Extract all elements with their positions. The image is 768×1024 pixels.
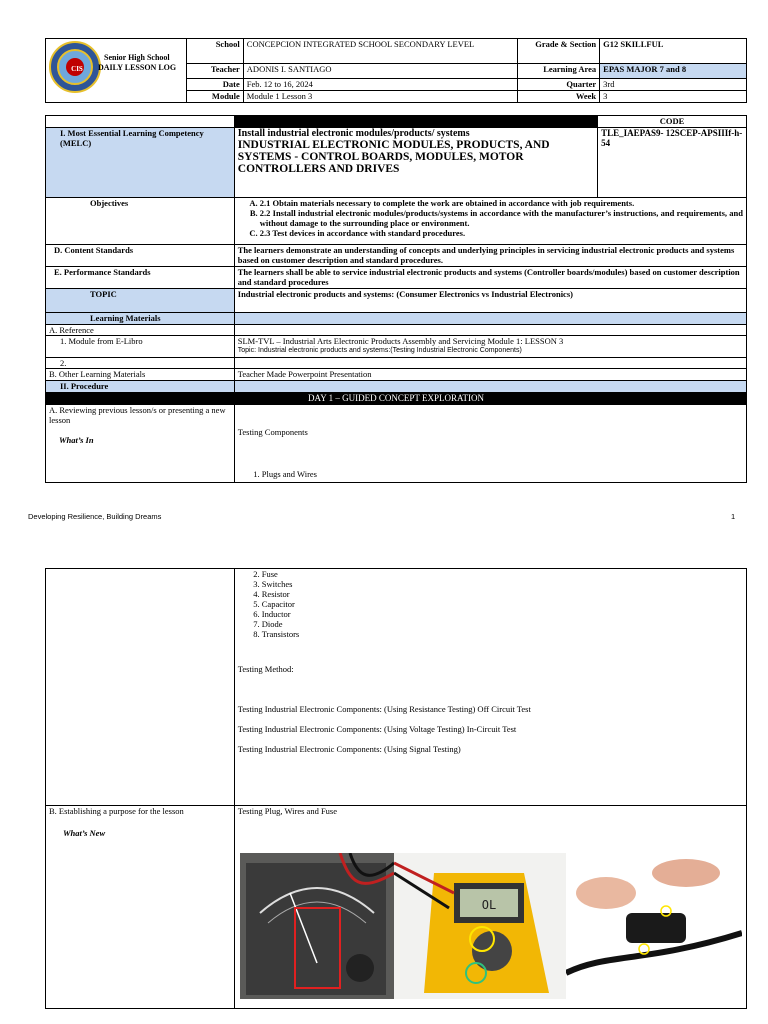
reference-label: A. Reference <box>46 325 235 336</box>
components-list-p2 <box>238 569 743 639</box>
digital-multimeter-photo <box>394 853 566 999</box>
components-list-p1 <box>238 469 743 479</box>
testing-components-heading: Testing Components <box>237 427 308 437</box>
school-value: CONCEPCION INTEGRATED SCHOOL SECONDARY LEVEL <box>243 39 517 64</box>
testing-method-1: Testing Industrial Electronic Components: (Using Resistance Testing) Off Circuit Test <box>237 704 531 714</box>
ref1-cell <box>234 336 746 358</box>
svg-text:OL: OL <box>481 898 497 912</box>
whats-new-label: What’s New <box>63 828 106 838</box>
review-cell <box>46 405 235 483</box>
procedure-label: II. Procedure <box>46 381 235 393</box>
content-value: The learners demonstrate an understanding of concepts and underlying principles in servicing industrial electronic products and systems based on customer description and standard procedures. <box>234 245 746 267</box>
component-item: 1. Plugs and Wires <box>262 469 743 479</box>
component-item: 3. Switches <box>262 579 743 589</box>
component-item: 6. Inductor <box>262 609 743 619</box>
lesson-table <box>45 115 747 483</box>
plug-test-photo <box>566 853 742 999</box>
testing-method-heading: Testing Method: <box>237 664 294 674</box>
testing-method-2: Testing Industrial Electronic Components: (Using Voltage Testing) In-Circuit Test <box>237 724 517 734</box>
ref1-label: 1. Module from E-Libro <box>46 336 235 358</box>
content-label: D. Content Standards <box>46 245 235 267</box>
code-value: TLE_IAEPAS9- 12SCEP-APSIIIf-h-54 <box>598 128 747 198</box>
melc-cell <box>234 128 597 198</box>
grade-label: Grade & Section <box>518 39 600 64</box>
purpose-value: Testing Plug, Wires and Fuse <box>237 806 337 816</box>
logo-text: CIS <box>71 65 83 73</box>
module-label: Module <box>186 91 243 103</box>
week-label: Week <box>518 91 600 103</box>
melc-line2: INDUSTRIAL ELECTRONIC MODULES, PRODUCTS, AND SYSTEMS - CONTROL BOARDS, MODULES, MOTOR CONTROLLERS AND DRIVES <box>237 139 550 175</box>
materials-label: Learning Materials <box>46 313 235 325</box>
code-label: CODE <box>598 116 747 128</box>
purpose-label: B. Establishing a purpose for the lesson <box>49 806 184 816</box>
topic-value: Industrial electronic products and systems: (Consumer Electronics vs Industrial Electronics) <box>234 289 746 313</box>
review-content <box>234 405 746 483</box>
objective-a: A. 2.1 Obtain materials necessary to complete the work are obtained in accordance with job requirements. <box>260 198 743 208</box>
component-item: 8. Transistors <box>262 629 743 639</box>
module-value: Module 1 Lesson 3 <box>243 91 517 103</box>
objective-c: C. 2.3 Test devices in accordance with standard procedures. <box>260 228 743 238</box>
ref1-topic: Topic: Industrial electronic products and systems:(Testing Industrial Electronic Components) <box>237 347 522 354</box>
teacher-value: ADONIS I. SANTIAGO <box>243 64 517 79</box>
other-materials-label: B. Other Learning Materials <box>46 369 235 381</box>
grade-value: G12 SKILLFUL <box>600 39 747 64</box>
school-name-cell <box>46 39 187 103</box>
school-label: School <box>186 39 243 64</box>
header-table <box>45 38 747 103</box>
purpose-cell <box>46 806 235 1009</box>
performance-label: E. Performance Standards <box>46 267 235 289</box>
school-name-line2: DAILY LESSON LOG <box>98 63 177 72</box>
quarter-value: 3rd <box>600 79 747 91</box>
component-item: 4. Resistor <box>262 589 743 599</box>
week-value: 3 <box>600 91 747 103</box>
footer-tagline: Developing Resilience, Building Dreams <box>28 512 162 521</box>
components-cell <box>234 569 746 806</box>
whats-in-label: What’s In <box>59 435 94 445</box>
date-label: Date <box>186 79 243 91</box>
ref2-label: 2. <box>46 358 235 369</box>
topic-label: TOPIC <box>46 289 235 313</box>
analog-multimeter-photo <box>240 853 394 999</box>
school-name-line1: Senior High School <box>104 53 170 62</box>
area-label: Learning Area <box>518 64 600 79</box>
testing-method-3: Testing Industrial Electronic Components: (Using Signal Testing) <box>237 744 461 754</box>
objectives-list <box>238 198 743 238</box>
date-value: Feb. 12 to 16, 2024 <box>243 79 517 91</box>
other-materials-value: Teacher Made Powerpoint Presentation <box>234 369 746 381</box>
quarter-label: Quarter <box>518 79 600 91</box>
component-item: 7. Diode <box>262 619 743 629</box>
component-item: 2. Fuse <box>262 569 743 579</box>
ref1-value: SLM-TVL – Industrial Arts Electronic Products Assembly and Servicing Module 1: LESSON 3 <box>237 336 564 346</box>
area-value: EPAS MAJOR 7 and 8 <box>600 64 747 79</box>
day-banner: DAY 1 – GUIDED CONCEPT EXPLORATION <box>46 393 747 405</box>
footer-page-number: 1 <box>731 512 736 521</box>
objective-b: B. 2.2 Install industrial electronic modules/products/systems in accordance with the manufacturer’s instructions, and requirements, and without damage to the surrounding place or environment. <box>260 208 743 228</box>
melc-label: I. Most Essential Learning Competency (MELC) <box>46 128 235 198</box>
performance-value: The learners shall be able to service industrial electronic products and systems (Controller boards/modules) based on customer description and standard procedures <box>234 267 746 289</box>
component-item: 5. Capacitor <box>262 599 743 609</box>
review-label: A. Reviewing previous lesson/s or presenting a new lesson <box>49 405 226 425</box>
teacher-label: Teacher <box>186 64 243 79</box>
objectives-cell <box>234 198 746 245</box>
melc-line1: Install industrial electronic modules/products/ systems <box>237 128 470 139</box>
objectives-label: Objectives <box>46 198 235 245</box>
